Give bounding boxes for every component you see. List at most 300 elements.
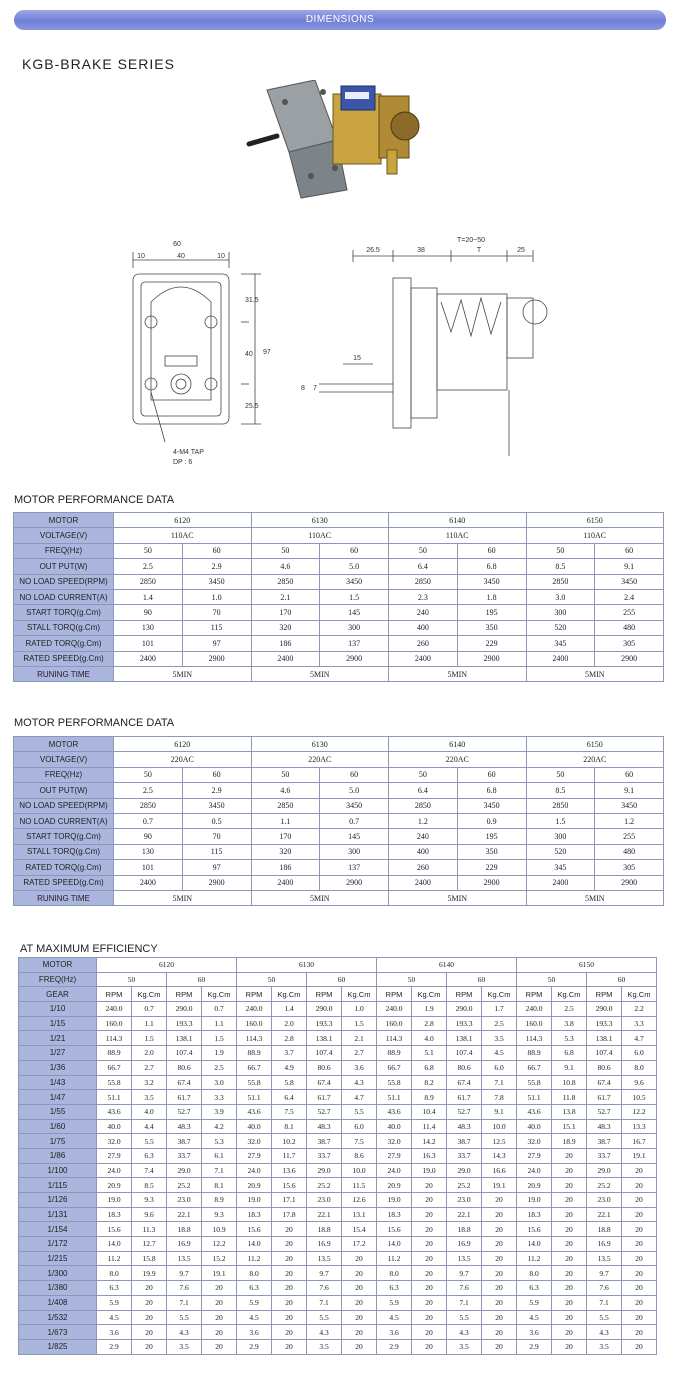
gear-ratio-cell: 1/36 — [19, 1060, 97, 1075]
perf-table-110-title: MOTOR PERFORMANCE DATA — [14, 494, 175, 506]
data-cell: 90 — [114, 829, 183, 844]
freq-cell: 50 — [237, 972, 307, 987]
data-cell: 17.8 — [272, 1207, 307, 1222]
data-cell: 290.0 — [167, 1002, 202, 1017]
data-cell: 6.8 — [552, 1046, 587, 1061]
data-cell: 20 — [482, 1207, 517, 1222]
data-cell: 20 — [272, 1339, 307, 1354]
data-cell: 24.0 — [377, 1163, 412, 1178]
runing-time-cell: 5MIN — [251, 666, 389, 681]
data-cell: 10.0 — [342, 1163, 377, 1178]
table-row — [14, 651, 664, 666]
data-cell: 20 — [342, 1295, 377, 1310]
gear-ratio-cell: 1/115 — [19, 1178, 97, 1193]
data-cell: 32.0 — [237, 1134, 272, 1149]
data-cell: 1.4 — [272, 1002, 307, 1017]
data-cell: 11.8 — [552, 1090, 587, 1105]
data-cell: 12.2 — [622, 1104, 657, 1119]
data-cell: 3.5 — [587, 1339, 622, 1354]
data-cell: 5.5 — [307, 1310, 342, 1325]
data-cell: 18.8 — [167, 1222, 202, 1237]
data-cell: 20 — [412, 1237, 447, 1252]
data-cell: 2850 — [526, 798, 595, 813]
data-cell: 4.3 — [587, 1325, 622, 1340]
data-cell: 2.9 — [377, 1339, 412, 1354]
data-cell: 114.3 — [377, 1031, 412, 1046]
voltage-cell: 110AC — [251, 528, 389, 543]
data-cell: 11.2 — [237, 1251, 272, 1266]
data-cell: 3450 — [182, 574, 251, 589]
data-cell: 16.9 — [587, 1237, 622, 1252]
data-cell: 19.0 — [237, 1193, 272, 1208]
table-row — [14, 844, 664, 859]
data-cell: 2900 — [595, 651, 664, 666]
data-cell: 55.8 — [377, 1075, 412, 1090]
data-cell: 20 — [622, 1251, 657, 1266]
table-row — [14, 798, 664, 813]
table-row — [14, 813, 664, 828]
data-cell: 8.5 — [526, 783, 595, 798]
column-header: Kg.Cm — [342, 987, 377, 1002]
data-cell: 11.5 — [342, 1178, 377, 1193]
data-cell: 20 — [552, 1281, 587, 1296]
data-cell: 13.3 — [622, 1119, 657, 1134]
column-header: RPM — [377, 987, 412, 1002]
data-cell: 4.6 — [251, 783, 320, 798]
data-cell: 6.0 — [622, 1046, 657, 1061]
data-cell: 160.0 — [97, 1016, 132, 1031]
data-cell: 5.5 — [132, 1134, 167, 1149]
column-header: Kg.Cm — [272, 987, 307, 1002]
gear-ratio-cell: 1/408 — [19, 1295, 97, 1310]
data-cell: 61.7 — [447, 1090, 482, 1105]
data-cell: 1.5 — [342, 1016, 377, 1031]
gear-ratio-cell: 1/825 — [19, 1339, 97, 1354]
gear-ratio-cell: 1/380 — [19, 1281, 97, 1296]
data-cell: 20 — [412, 1281, 447, 1296]
data-cell: 2400 — [389, 651, 458, 666]
data-cell: 6.0 — [482, 1060, 517, 1075]
data-cell: 2900 — [320, 651, 389, 666]
data-cell: 20 — [552, 1237, 587, 1252]
data-cell: 48.3 — [307, 1119, 342, 1134]
data-cell: 32.0 — [377, 1134, 412, 1149]
data-cell: 2.5 — [552, 1002, 587, 1017]
data-cell: 9.6 — [622, 1075, 657, 1090]
dim-38: 38 — [417, 247, 425, 254]
data-cell: 16.3 — [412, 1148, 447, 1163]
data-cell: 2.1 — [251, 589, 320, 604]
table-row — [19, 972, 657, 987]
data-cell: 350 — [457, 844, 526, 859]
data-cell: 20 — [342, 1310, 377, 1325]
row-label: START TORQ(g.Cm) — [14, 829, 114, 844]
data-cell: 17.1 — [272, 1193, 307, 1208]
data-cell: 7.6 — [447, 1281, 482, 1296]
data-cell: 229 — [457, 636, 526, 651]
data-cell: 5.3 — [202, 1134, 237, 1149]
motor-model-cell: 6130 — [251, 737, 389, 752]
dim-60: 60 — [173, 241, 181, 248]
gear-ratio-cell: 1/131 — [19, 1207, 97, 1222]
data-cell: 48.3 — [167, 1119, 202, 1134]
data-cell: 3.0 — [202, 1075, 237, 1090]
data-cell: 20 — [482, 1251, 517, 1266]
data-cell: 50 — [251, 543, 320, 558]
data-cell: 170 — [251, 829, 320, 844]
row-label: NO LOAD SPEED(RPM) — [14, 798, 114, 813]
data-cell: 160.0 — [237, 1016, 272, 1031]
voltage-cell: 220AC — [389, 752, 527, 767]
data-cell: 60 — [320, 543, 389, 558]
data-cell: 137 — [320, 636, 389, 651]
data-cell: 20 — [272, 1295, 307, 1310]
row-label: RATED SPEED(g.Cm) — [14, 875, 114, 890]
row-label: GEAR — [19, 987, 97, 1002]
data-cell: 7.6 — [167, 1281, 202, 1296]
data-cell: 27.9 — [517, 1148, 552, 1163]
data-cell: 3.6 — [97, 1325, 132, 1340]
data-cell: 66.7 — [377, 1060, 412, 1075]
data-cell: 11.2 — [97, 1251, 132, 1266]
data-cell: 20 — [202, 1325, 237, 1340]
data-cell: 52.7 — [447, 1104, 482, 1119]
data-cell: 13.1 — [342, 1207, 377, 1222]
data-cell: 61.7 — [587, 1090, 622, 1105]
table-row — [19, 958, 657, 973]
data-cell: 0.7 — [202, 1002, 237, 1017]
data-cell: 20 — [132, 1295, 167, 1310]
table-row — [19, 1060, 657, 1075]
data-cell: 13.5 — [587, 1251, 622, 1266]
data-cell: 240 — [389, 605, 458, 620]
data-cell: 88.9 — [517, 1046, 552, 1061]
data-cell: 2850 — [389, 574, 458, 589]
data-cell: 20 — [342, 1339, 377, 1354]
motor-model-cell: 6140 — [389, 737, 527, 752]
column-header: Kg.Cm — [482, 987, 517, 1002]
data-cell: 4.5 — [377, 1310, 412, 1325]
data-cell: 480 — [595, 844, 664, 859]
data-cell: 80.6 — [447, 1060, 482, 1075]
data-cell: 10.5 — [622, 1090, 657, 1105]
data-cell: 5.0 — [320, 559, 389, 574]
data-cell: 66.7 — [517, 1060, 552, 1075]
data-cell: 16.9 — [307, 1237, 342, 1252]
data-cell: 25.2 — [587, 1178, 622, 1193]
data-cell: 15.2 — [202, 1251, 237, 1266]
data-cell: 5.5 — [447, 1310, 482, 1325]
data-cell: 6.4 — [389, 783, 458, 798]
data-cell: 8.1 — [202, 1178, 237, 1193]
data-cell: 66.7 — [97, 1060, 132, 1075]
data-cell: 40.0 — [517, 1119, 552, 1134]
row-label: NO LOAD CURRENT(A) — [14, 813, 114, 828]
data-cell: 12.5 — [482, 1134, 517, 1149]
column-header: RPM — [587, 987, 622, 1002]
data-cell: 20 — [202, 1281, 237, 1296]
data-cell: 6.8 — [457, 783, 526, 798]
data-cell: 11.2 — [377, 1251, 412, 1266]
data-cell: 2.9 — [517, 1339, 552, 1354]
data-cell: 43.6 — [377, 1104, 412, 1119]
data-cell: 229 — [457, 860, 526, 875]
data-cell: 70 — [182, 829, 251, 844]
data-cell: 9.7 — [587, 1266, 622, 1281]
table-row — [14, 636, 664, 651]
data-cell: 20 — [412, 1251, 447, 1266]
table-row — [14, 829, 664, 844]
data-cell: 2900 — [457, 875, 526, 890]
data-cell: 20 — [482, 1325, 517, 1340]
data-cell: 61.7 — [307, 1090, 342, 1105]
motor-model-cell: 6120 — [114, 513, 252, 528]
data-cell: 43.6 — [517, 1104, 552, 1119]
data-cell: 20 — [412, 1178, 447, 1193]
data-cell: 18.8 — [587, 1222, 622, 1237]
data-cell: 61.7 — [167, 1090, 202, 1105]
data-cell: 14.0 — [517, 1237, 552, 1252]
data-cell: 8.0 — [97, 1266, 132, 1281]
data-cell: 12.7 — [132, 1237, 167, 1252]
data-cell: 20 — [132, 1325, 167, 1340]
data-cell: 2.9 — [237, 1339, 272, 1354]
data-cell: 115 — [182, 844, 251, 859]
motor-photo — [245, 80, 425, 200]
data-cell: 11.4 — [412, 1119, 447, 1134]
row-label: NO LOAD CURRENT(A) — [14, 589, 114, 604]
data-cell: 20 — [482, 1266, 517, 1281]
data-cell: 2400 — [114, 875, 183, 890]
data-cell: 60 — [595, 767, 664, 782]
data-cell: 2.7 — [342, 1046, 377, 1061]
data-cell: 33.7 — [307, 1148, 342, 1163]
data-cell: 137 — [320, 860, 389, 875]
data-cell: 20.9 — [97, 1178, 132, 1193]
data-cell: 3.5 — [307, 1339, 342, 1354]
freq-cell: 60 — [587, 972, 657, 987]
data-cell: 4.5 — [517, 1310, 552, 1325]
data-cell: 0.9 — [457, 813, 526, 828]
data-cell: 2.9 — [182, 783, 251, 798]
data-cell: 9.3 — [132, 1193, 167, 1208]
data-cell: 80.6 — [167, 1060, 202, 1075]
dim-40: 40 — [177, 253, 185, 260]
data-cell: 186 — [251, 860, 320, 875]
data-cell: 52.7 — [307, 1104, 342, 1119]
data-cell: 18.3 — [97, 1207, 132, 1222]
data-cell: 20 — [622, 1325, 657, 1340]
data-cell: 55.8 — [517, 1075, 552, 1090]
data-cell: 101 — [114, 636, 183, 651]
data-cell: 2850 — [251, 574, 320, 589]
data-cell: 50 — [114, 767, 183, 782]
data-cell: 6.3 — [97, 1281, 132, 1296]
gear-ratio-cell: 1/126 — [19, 1193, 97, 1208]
data-cell: 20 — [412, 1325, 447, 1340]
data-cell: 88.9 — [237, 1046, 272, 1061]
data-cell: 52.7 — [167, 1104, 202, 1119]
data-cell: 8.6 — [342, 1148, 377, 1163]
dim-10-left: 10 — [137, 253, 145, 260]
table-row — [14, 666, 664, 681]
data-cell: 1.1 — [251, 813, 320, 828]
data-cell: 38.7 — [307, 1134, 342, 1149]
data-cell: 52.7 — [587, 1104, 622, 1119]
data-cell: 20 — [552, 1310, 587, 1325]
data-cell: 20 — [132, 1339, 167, 1354]
data-cell: 2850 — [251, 798, 320, 813]
data-cell: 20 — [132, 1281, 167, 1296]
data-cell: 2.0 — [132, 1046, 167, 1061]
motor-model-cell: 6130 — [237, 958, 377, 973]
data-cell: 12.2 — [202, 1237, 237, 1252]
data-cell: 20 — [202, 1295, 237, 1310]
column-header: RPM — [307, 987, 342, 1002]
data-cell: 2400 — [389, 875, 458, 890]
data-cell: 29.0 — [587, 1163, 622, 1178]
data-cell: 20 — [482, 1237, 517, 1252]
data-cell: 24.0 — [237, 1163, 272, 1178]
data-cell: 2900 — [182, 875, 251, 890]
data-cell: 8.0 — [622, 1060, 657, 1075]
data-cell: 305 — [595, 636, 664, 651]
data-cell: 6.3 — [377, 1281, 412, 1296]
data-cell: 2.8 — [412, 1016, 447, 1031]
data-cell: 3450 — [595, 574, 664, 589]
dim-15: 15 — [353, 355, 361, 362]
data-cell: 7.5 — [272, 1104, 307, 1119]
data-cell: 5.1 — [412, 1046, 447, 1061]
data-cell: 5.9 — [377, 1295, 412, 1310]
dimension-drawing — [125, 232, 565, 472]
motor-model-cell: 6140 — [377, 958, 517, 973]
data-cell: 51.1 — [517, 1090, 552, 1105]
data-cell: 80.6 — [307, 1060, 342, 1075]
data-cell: 1.7 — [482, 1002, 517, 1017]
data-cell: 7.5 — [342, 1134, 377, 1149]
table-row — [14, 783, 664, 798]
table-row — [19, 1251, 657, 1266]
data-cell: 3450 — [457, 798, 526, 813]
data-cell: 20 — [342, 1251, 377, 1266]
data-cell: 40.0 — [377, 1119, 412, 1134]
data-cell: 6.0 — [342, 1119, 377, 1134]
motor-model-cell: 6120 — [114, 737, 252, 752]
data-cell: 240.0 — [517, 1002, 552, 1017]
column-header: Kg.Cm — [132, 987, 167, 1002]
data-cell: 6.1 — [202, 1148, 237, 1163]
data-cell: 48.3 — [587, 1119, 622, 1134]
data-cell: 18.8 — [447, 1222, 482, 1237]
table-row — [19, 1075, 657, 1090]
data-cell: 20 — [272, 1251, 307, 1266]
gear-ratio-cell: 1/215 — [19, 1251, 97, 1266]
row-label: START TORQ(g.Cm) — [14, 605, 114, 620]
data-cell: 138.1 — [307, 1031, 342, 1046]
data-cell: 300 — [526, 829, 595, 844]
data-cell: 9.1 — [595, 783, 664, 798]
table-row — [19, 1339, 657, 1354]
row-label: MOTOR — [14, 737, 114, 752]
data-cell: 20.9 — [517, 1178, 552, 1193]
data-cell: 2.4 — [595, 589, 664, 604]
voltage-cell: 110AC — [114, 528, 252, 543]
table-row — [19, 987, 657, 1002]
data-cell: 107.4 — [447, 1046, 482, 1061]
data-cell: 400 — [389, 844, 458, 859]
data-cell: 29.0 — [307, 1163, 342, 1178]
data-cell: 38.7 — [167, 1134, 202, 1149]
column-header: Kg.Cm — [622, 987, 657, 1002]
data-cell: 23.0 — [167, 1193, 202, 1208]
data-cell: 1.2 — [389, 813, 458, 828]
data-cell: 22.1 — [307, 1207, 342, 1222]
data-cell: 3.8 — [552, 1016, 587, 1031]
data-cell: 18.3 — [517, 1207, 552, 1222]
table-row — [14, 574, 664, 589]
data-cell: 19.1 — [202, 1266, 237, 1281]
data-cell: 193.3 — [587, 1016, 622, 1031]
data-cell: 4.2 — [202, 1119, 237, 1134]
data-cell: 2400 — [251, 651, 320, 666]
data-cell: 11.7 — [272, 1148, 307, 1163]
data-cell: 7.6 — [587, 1281, 622, 1296]
data-cell: 25.2 — [307, 1178, 342, 1193]
row-label: FREQ(Hz) — [14, 543, 114, 558]
data-cell: 8.0 — [517, 1266, 552, 1281]
data-cell: 1.5 — [132, 1031, 167, 1046]
data-cell: 27.9 — [237, 1148, 272, 1163]
data-cell: 20 — [132, 1310, 167, 1325]
gear-ratio-cell: 1/75 — [19, 1134, 97, 1149]
table-row — [19, 1237, 657, 1252]
data-cell: 2.5 — [114, 559, 183, 574]
data-cell: 33.7 — [587, 1148, 622, 1163]
data-cell: 195 — [457, 829, 526, 844]
perf-table-220-title: MOTOR PERFORMANCE DATA — [14, 717, 175, 729]
data-cell: 0.7 — [132, 1002, 167, 1017]
data-cell: 11.2 — [517, 1251, 552, 1266]
data-cell: 7.1 — [482, 1075, 517, 1090]
data-cell: 50 — [526, 767, 595, 782]
data-cell: 2.0 — [272, 1016, 307, 1031]
table-row — [19, 1178, 657, 1193]
column-header: Kg.Cm — [552, 987, 587, 1002]
data-cell: 60 — [457, 767, 526, 782]
data-cell: 20 — [412, 1222, 447, 1237]
data-cell: 145 — [320, 829, 389, 844]
data-cell: 3.5 — [132, 1090, 167, 1105]
data-cell: 20 — [552, 1251, 587, 1266]
voltage-cell: 220AC — [526, 752, 664, 767]
data-cell: 2.5 — [482, 1016, 517, 1031]
motor-model-cell: 6150 — [526, 513, 664, 528]
data-cell: 1.4 — [114, 589, 183, 604]
data-cell: 9.7 — [307, 1266, 342, 1281]
table-row — [19, 1090, 657, 1105]
runing-time-cell: 5MIN — [526, 890, 664, 905]
data-cell: 3.6 — [342, 1060, 377, 1075]
data-cell: 5.5 — [587, 1310, 622, 1325]
data-cell: 18.3 — [377, 1207, 412, 1222]
data-cell: 13.5 — [167, 1251, 202, 1266]
freq-cell: 60 — [447, 972, 517, 987]
data-cell: 15.8 — [132, 1251, 167, 1266]
data-cell: 24.0 — [97, 1163, 132, 1178]
data-cell: 9.1 — [552, 1060, 587, 1075]
data-cell: 2.8 — [272, 1031, 307, 1046]
